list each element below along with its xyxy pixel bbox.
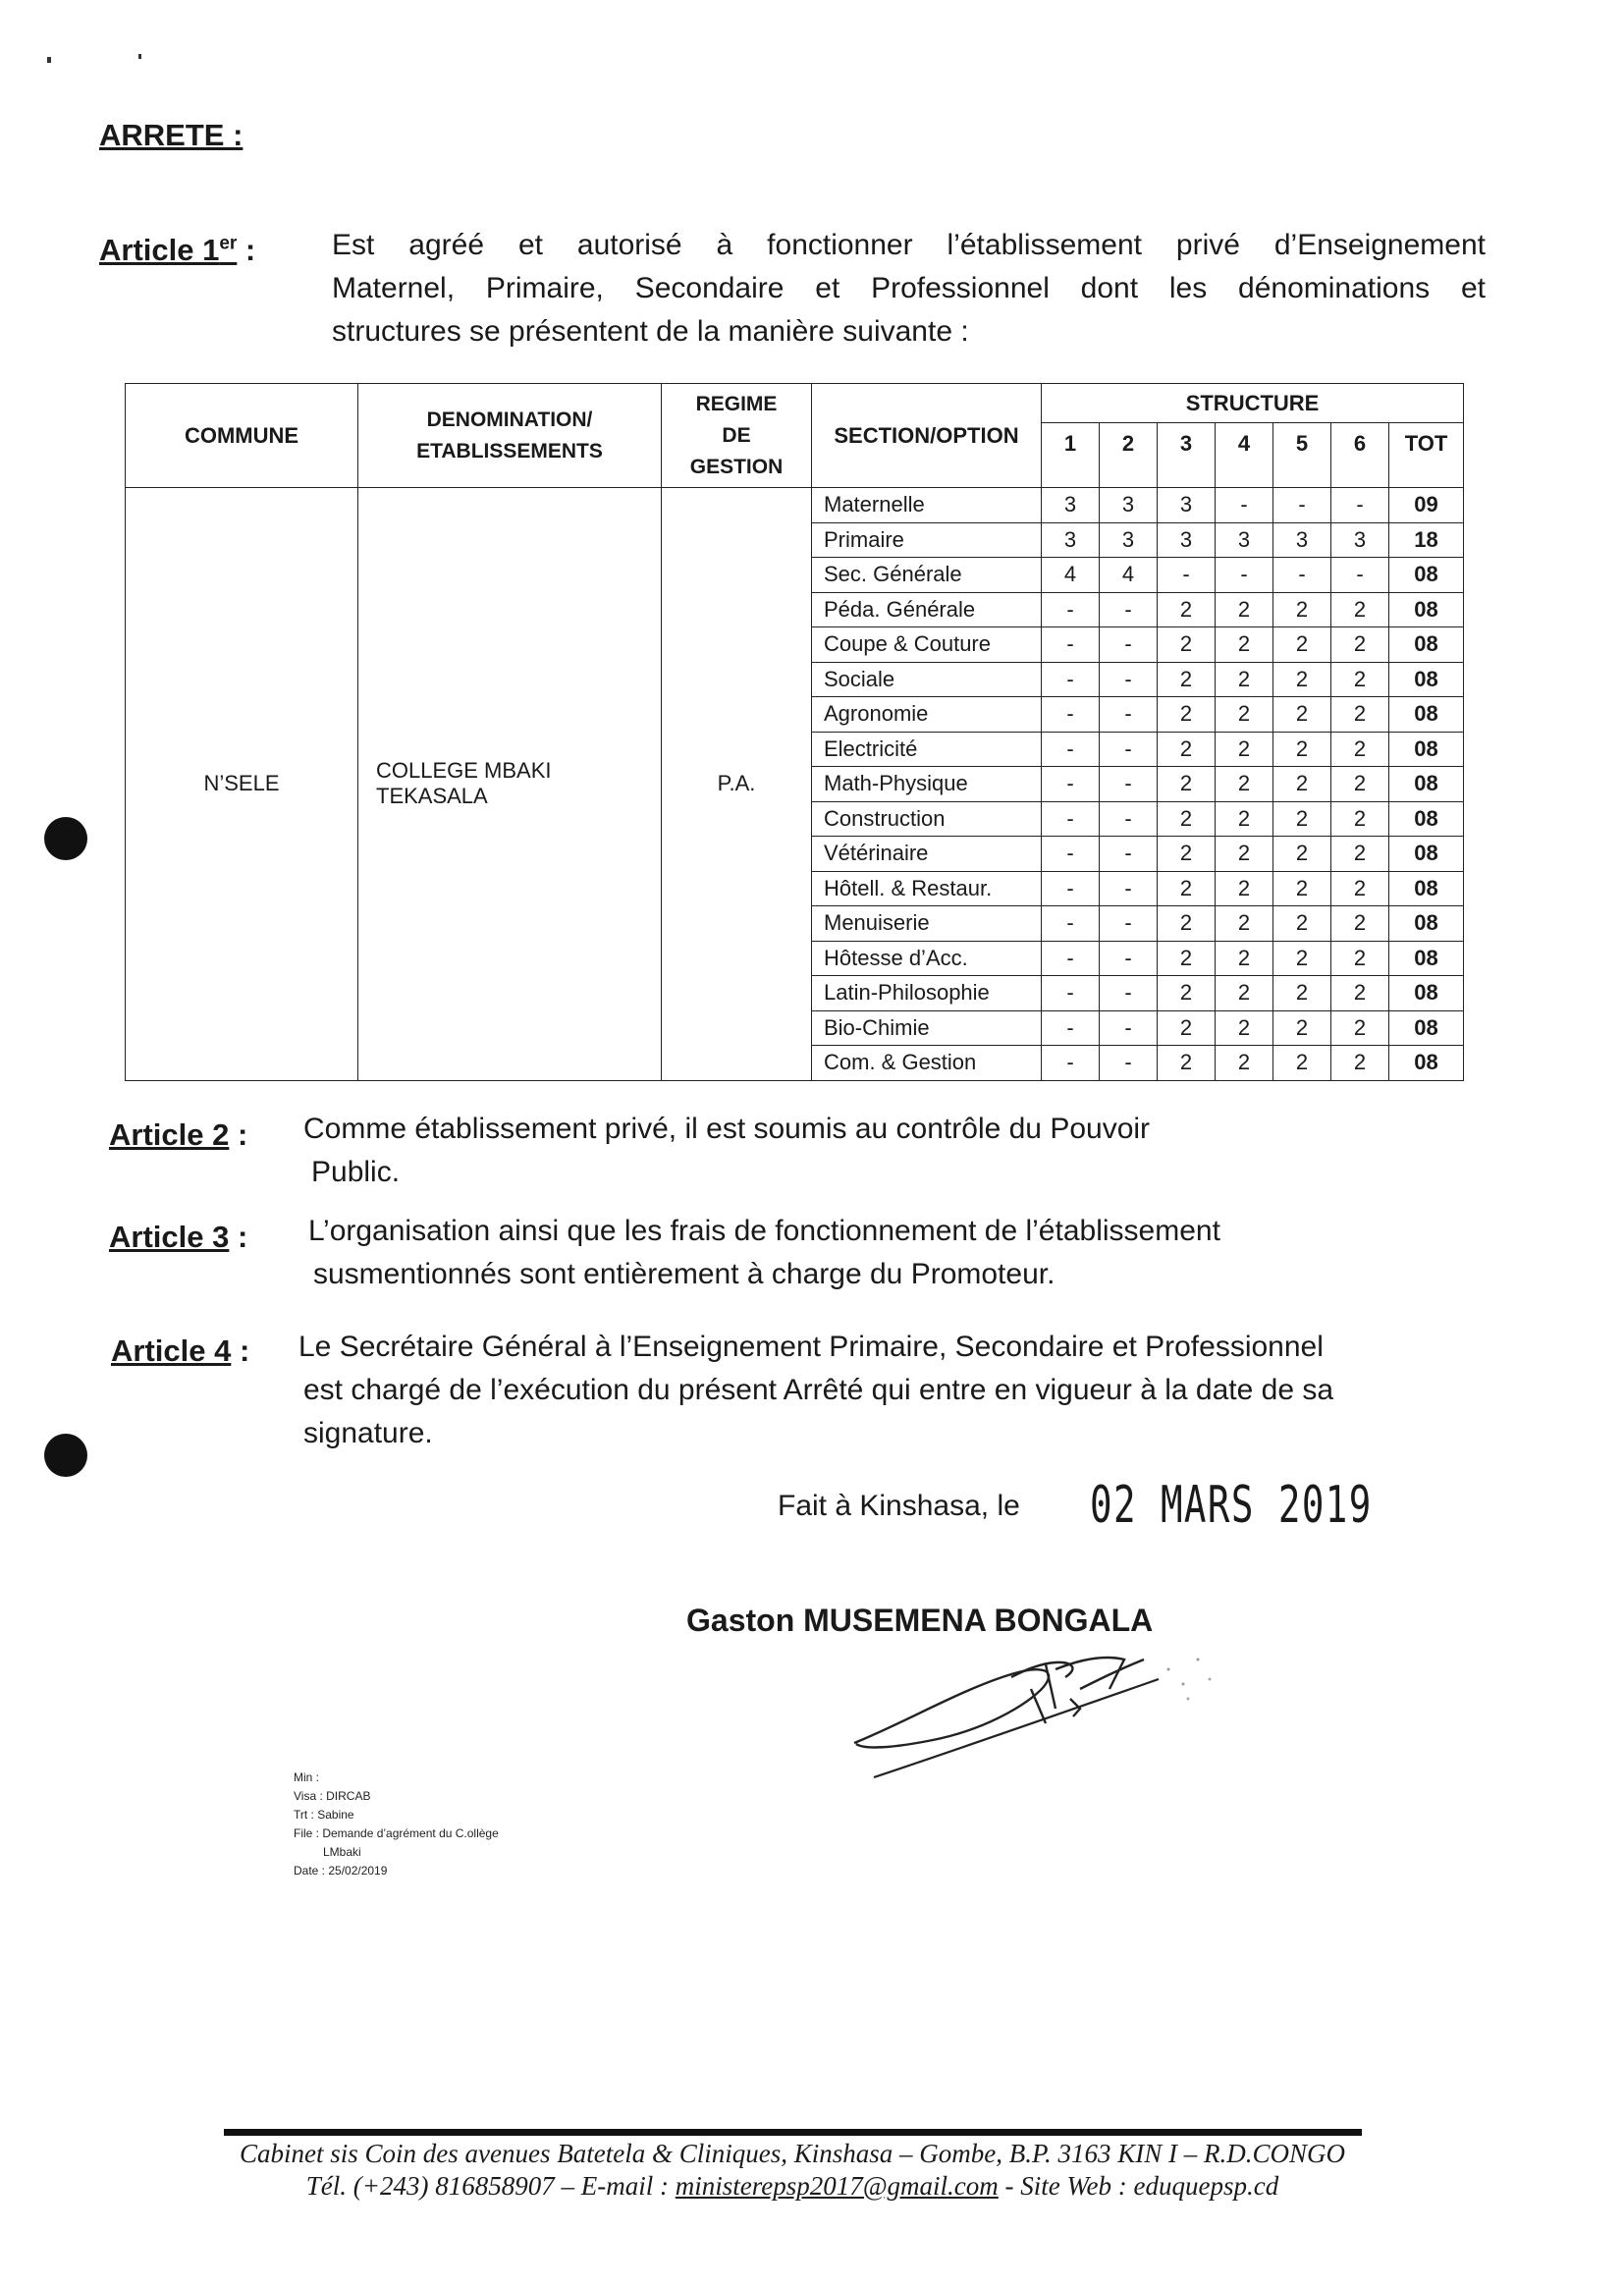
structure-count-cell: -	[1100, 697, 1158, 733]
section-option-cell: Construction	[812, 801, 1042, 837]
structure-count-cell: 4	[1042, 558, 1100, 593]
structure-count-cell: -	[1042, 627, 1100, 663]
structure-count-cell: 2	[1216, 767, 1273, 802]
structure-count-cell: 2	[1273, 1046, 1331, 1081]
section-option-cell: Primaire	[812, 522, 1042, 558]
structure-count-cell: 2	[1273, 627, 1331, 663]
structure-count-cell: 2	[1331, 801, 1389, 837]
article-3-line: L’organisation ainsi que les frais de fonctionnement de l’établissement	[308, 1215, 1220, 1247]
article-1-line: structures se présentent de la manière suivante :	[332, 315, 969, 348]
structure-count-cell: 2	[1331, 732, 1389, 767]
structure-count-cell: 2	[1158, 732, 1216, 767]
structure-count-cell: -	[1100, 662, 1158, 697]
article-4-text	[298, 1326, 1526, 1455]
structure-count-cell: -	[1042, 941, 1100, 976]
section-option-cell: Hôtesse d’Acc.	[812, 941, 1042, 976]
structure-count-cell: 2	[1216, 976, 1273, 1011]
structure-count-cell: 2	[1273, 662, 1331, 697]
header-commune: COMMUNE	[126, 384, 358, 488]
structure-column-header: 1	[1042, 423, 1100, 488]
section-option-cell: Maternelle	[812, 488, 1042, 523]
structure-count-cell: -	[1100, 1010, 1158, 1046]
punch-hole	[44, 1434, 87, 1477]
structure-count-cell: -	[1331, 558, 1389, 593]
structure-count-cell: -	[1042, 732, 1100, 767]
etablissement-cell	[358, 488, 662, 1081]
punch-hole	[44, 817, 87, 860]
place-label: Fait à Kinshasa, le	[778, 1490, 1020, 1522]
structure-count-cell: 3	[1100, 522, 1158, 558]
date-stamp: 02 MARS 2019	[1090, 1476, 1373, 1535]
table-row	[126, 488, 1464, 523]
structure-count-cell: -	[1273, 488, 1331, 523]
article-2-line: Comme établissement privé, il est soumis au contrôle du Pouvoir	[303, 1113, 1151, 1145]
article-3-text	[308, 1210, 1388, 1296]
structure-count-cell: -	[1100, 592, 1158, 627]
section-option-cell: Vétérinaire	[812, 837, 1042, 872]
scan-speck	[47, 57, 51, 63]
structure-count-cell: 2	[1273, 767, 1331, 802]
structure-count-cell: 2	[1331, 767, 1389, 802]
article-2-text	[303, 1108, 1383, 1194]
footer-rule	[224, 2129, 1362, 2136]
article-4-line: signature.	[303, 1417, 433, 1449]
structure-table	[125, 383, 1464, 1081]
structure-count-cell: -	[1042, 697, 1100, 733]
structure-total-cell: 08	[1389, 558, 1464, 593]
structure-count-cell: 2	[1216, 941, 1273, 976]
article-1-label: Article 1er :	[99, 233, 256, 267]
routing-notes	[294, 1769, 499, 1880]
structure-count-cell: -	[1042, 976, 1100, 1011]
structure-total-cell: 18	[1389, 522, 1464, 558]
structure-count-cell: 2	[1331, 871, 1389, 906]
structure-column-header: 4	[1216, 423, 1273, 488]
article-1-line: Maternel, Primaire, Secondaire et Professionnel dont les dénominations et	[332, 272, 1486, 304]
structure-count-cell: 2	[1158, 1010, 1216, 1046]
structure-total-cell: 08	[1389, 732, 1464, 767]
section-option-cell: Bio-Chimie	[812, 1010, 1042, 1046]
header-structure: STRUCTURE	[1042, 384, 1464, 423]
structure-count-cell: 2	[1331, 592, 1389, 627]
section-option-cell: Sociale	[812, 662, 1042, 697]
signatory-name: Gaston MUSEMENA BONGALA	[686, 1603, 1154, 1638]
structure-count-cell: -	[1042, 801, 1100, 837]
structure-total-cell: 08	[1389, 976, 1464, 1011]
section-option-cell: Péda. Générale	[812, 592, 1042, 627]
structure-column-header: 3	[1158, 423, 1216, 488]
structure-count-cell: 2	[1216, 732, 1273, 767]
structure-count-cell: -	[1100, 732, 1158, 767]
structure-count-cell: 2	[1158, 976, 1216, 1011]
structure-count-cell: 2	[1216, 1010, 1273, 1046]
structure-count-cell: 2	[1273, 592, 1331, 627]
structure-count-cell: -	[1158, 558, 1216, 593]
structure-count-cell: 2	[1158, 662, 1216, 697]
structure-count-cell: 2	[1216, 871, 1273, 906]
scan-speck	[138, 54, 141, 59]
structure-count-cell: 2	[1273, 837, 1331, 872]
note-trt: Trt : Sabine	[294, 1808, 354, 1822]
structure-total-cell: 08	[1389, 697, 1464, 733]
handwritten-signature	[844, 1630, 1237, 1787]
section-option-cell: Menuiserie	[812, 906, 1042, 942]
structure-count-cell: 2	[1216, 1046, 1273, 1081]
structure-count-cell: 3	[1273, 522, 1331, 558]
structure-total-cell: 09	[1389, 488, 1464, 523]
structure-count-cell: 2	[1273, 906, 1331, 942]
structure-column-header: TOT	[1389, 423, 1464, 488]
structure-count-cell: -	[1042, 1046, 1100, 1081]
structure-count-cell: 2	[1331, 662, 1389, 697]
article-4-label: Article 4 :	[111, 1334, 250, 1368]
structure-count-cell: -	[1100, 1046, 1158, 1081]
header-denomination: DENOMINATION/ ETABLISSEMENTS	[358, 384, 662, 488]
structure-column-header: 6	[1331, 423, 1389, 488]
structure-count-cell: 2	[1158, 941, 1216, 976]
article-2-label: Article 2 :	[109, 1117, 248, 1152]
structure-count-cell: 2	[1331, 697, 1389, 733]
section-option-cell: Latin-Philosophie	[812, 976, 1042, 1011]
structure-count-cell: 2	[1331, 1010, 1389, 1046]
article-1-line: Est agréé et autorisé à fonctionner l’établissement privé d’Enseignement	[332, 229, 1486, 261]
structure-count-cell: 2	[1158, 871, 1216, 906]
structure-count-cell: -	[1100, 767, 1158, 802]
structure-count-cell: -	[1100, 941, 1158, 976]
article-3-line: susmentionnés sont entièrement à charge du Promoteur.	[313, 1258, 1056, 1290]
structure-count-cell: 2	[1216, 697, 1273, 733]
structure-count-cell: -	[1042, 837, 1100, 872]
note-date: Date : 25/02/2019	[294, 1864, 388, 1878]
section-option-cell: Math-Physique	[812, 767, 1042, 802]
structure-count-cell: 2	[1273, 1010, 1331, 1046]
structure-count-cell: 2	[1216, 906, 1273, 942]
structure-count-cell: 2	[1216, 837, 1273, 872]
structure-count-cell: 2	[1158, 592, 1216, 627]
structure-count-cell: -	[1100, 801, 1158, 837]
structure-total-cell: 08	[1389, 941, 1464, 976]
structure-count-cell: 2	[1216, 592, 1273, 627]
structure-count-cell: -	[1042, 662, 1100, 697]
structure-count-cell: 2	[1331, 906, 1389, 942]
footer-email-link[interactable]: ministerepsp2017@gmail.com	[675, 2171, 999, 2201]
article-2-line: Public.	[311, 1156, 401, 1188]
structure-count-cell: 3	[1042, 522, 1100, 558]
note-visa: Visa : DIRCAB	[294, 1789, 371, 1803]
regime-cell: P.A.	[662, 488, 812, 1081]
structure-count-cell: -	[1100, 906, 1158, 942]
structure-count-cell: 2	[1331, 976, 1389, 1011]
structure-total-cell: 08	[1389, 1010, 1464, 1046]
etablissement-name-line: TEKASALA	[376, 784, 488, 809]
note-file: File : Demande d’agrément du C.ollège	[294, 1826, 499, 1840]
structure-count-cell: 2	[1331, 627, 1389, 663]
header-regime: REGIME DE GESTION	[662, 384, 812, 488]
article-4-line: est chargé de l’exécution du présent Arrêté qui entre en vigueur à la date de sa	[303, 1374, 1334, 1406]
section-option-cell: Sec. Générale	[812, 558, 1042, 593]
structure-total-cell: 08	[1389, 837, 1464, 872]
structure-column-header: 5	[1273, 423, 1331, 488]
structure-count-cell: 2	[1273, 976, 1331, 1011]
structure-count-cell: 2	[1158, 837, 1216, 872]
structure-count-cell: -	[1100, 871, 1158, 906]
footer-address: Cabinet sis Coin des avenues Batetela & Cliniques, Kinshasa – Gombe, B.P. 3163 KIN I – R.D.CONGO	[240, 2139, 1345, 2168]
section-option-cell: Hôtell. & Restaur.	[812, 871, 1042, 906]
article-4-line: Le Secrétaire Général à l’Enseignement Primaire, Secondaire et Professionnel	[298, 1331, 1324, 1363]
structure-count-cell: -	[1042, 1010, 1100, 1046]
section-option-cell: Com. & Gestion	[812, 1046, 1042, 1081]
structure-total-cell: 08	[1389, 627, 1464, 663]
structure-count-cell: 2	[1216, 627, 1273, 663]
structure-count-cell: 3	[1100, 488, 1158, 523]
header-section-option: SECTION/OPTION	[812, 384, 1042, 488]
structure-count-cell: 4	[1100, 558, 1158, 593]
structure-count-cell: -	[1216, 488, 1273, 523]
structure-count-cell: 2	[1273, 732, 1331, 767]
structure-total-cell: 08	[1389, 592, 1464, 627]
document-heading: ARRETE :	[99, 118, 244, 152]
structure-count-cell: 2	[1273, 697, 1331, 733]
structure-count-cell: 2	[1158, 1046, 1216, 1081]
article-3-label: Article 3 :	[109, 1220, 248, 1254]
commune-cell: N’SELE	[126, 488, 358, 1081]
footer-contact: Tél. (+243) 816858907 – E-mail : ministerepsp2017@gmail.com - Site Web : eduquepsp.cd	[305, 2171, 1279, 2201]
structure-count-cell: 2	[1273, 871, 1331, 906]
structure-count-cell: -	[1042, 906, 1100, 942]
structure-count-cell: -	[1331, 488, 1389, 523]
structure-count-cell: -	[1100, 837, 1158, 872]
structure-count-cell: 3	[1331, 522, 1389, 558]
structure-count-cell: 2	[1216, 801, 1273, 837]
structure-count-cell: 2	[1158, 627, 1216, 663]
note-file-cont: LMbaki	[323, 1845, 361, 1859]
structure-count-cell: 2	[1331, 837, 1389, 872]
structure-count-cell: -	[1273, 558, 1331, 593]
structure-total-cell: 08	[1389, 662, 1464, 697]
section-option-cell: Electricité	[812, 732, 1042, 767]
structure-count-cell: 2	[1273, 801, 1331, 837]
structure-total-cell: 08	[1389, 801, 1464, 837]
structure-total-cell: 08	[1389, 906, 1464, 942]
structure-count-cell: 3	[1216, 522, 1273, 558]
article-1-text	[332, 224, 1486, 354]
structure-count-cell: 3	[1042, 488, 1100, 523]
structure-total-cell: 08	[1389, 871, 1464, 906]
structure-count-cell: -	[1100, 976, 1158, 1011]
structure-count-cell: -	[1042, 871, 1100, 906]
structure-total-cell: 08	[1389, 1046, 1464, 1081]
etablissement-name-line: COLLEGE MBAKI	[376, 758, 552, 784]
structure-count-cell: -	[1042, 592, 1100, 627]
structure-table-body	[126, 488, 1464, 1081]
structure-column-header: 2	[1100, 423, 1158, 488]
structure-count-cell: 2	[1158, 906, 1216, 942]
structure-count-cell: 2	[1216, 662, 1273, 697]
section-option-cell: Coupe & Couture	[812, 627, 1042, 663]
note-min: Min :	[294, 1770, 320, 1784]
structure-count-cell: -	[1100, 627, 1158, 663]
structure-count-cell: 2	[1273, 941, 1331, 976]
section-option-cell: Agronomie	[812, 697, 1042, 733]
structure-count-cell: 2	[1158, 697, 1216, 733]
structure-count-cell: 2	[1331, 1046, 1389, 1081]
structure-count-cell: 2	[1331, 941, 1389, 976]
structure-count-cell: 3	[1158, 522, 1216, 558]
structure-count-cell: 2	[1158, 801, 1216, 837]
structure-count-cell: 3	[1158, 488, 1216, 523]
structure-count-cell: -	[1042, 767, 1100, 802]
structure-total-cell: 08	[1389, 767, 1464, 802]
structure-count-cell: 2	[1158, 767, 1216, 802]
structure-count-cell: -	[1216, 558, 1273, 593]
